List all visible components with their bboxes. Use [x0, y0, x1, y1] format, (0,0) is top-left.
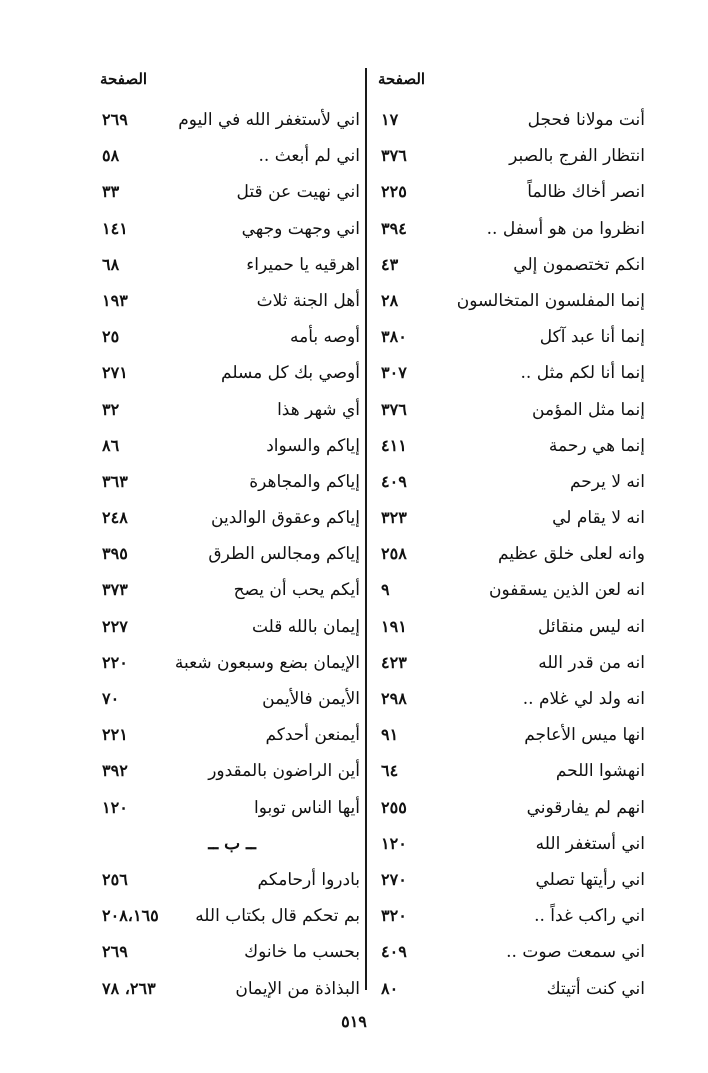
entry-text: اني أستغفر الله	[535, 833, 645, 854]
entry-page-number: ٢٤٨	[102, 508, 128, 528]
entry-page-number: ٣٢	[102, 399, 120, 419]
entry-text: إياكم والسواد	[266, 435, 360, 456]
index-entry	[373, 430, 645, 466]
entry-page-number: ٣٧٦	[381, 399, 407, 419]
index-entry	[373, 502, 645, 538]
index-entry	[373, 466, 645, 502]
entry-text: اني راكب غداً ..	[534, 906, 645, 927]
entry-text: إنما أنا عبد آكل	[539, 327, 645, 348]
index-entry	[373, 683, 645, 719]
entry-text: انظروا من هو أسفل ..	[486, 218, 645, 239]
entry-page-number: ٢٠٨،١٦٥	[102, 906, 159, 926]
index-entry	[96, 683, 366, 719]
entry-text: أيمنعن أحدكم	[265, 725, 360, 746]
entry-page-number: ٢٢٥	[381, 182, 407, 202]
entry-text: بادروا أرحامكم	[257, 869, 360, 890]
entry-text: إياكم وعقوق الوالدين	[211, 508, 360, 529]
index-entry	[96, 176, 366, 212]
entry-text: إياكم والمجاهرة	[249, 471, 360, 492]
index-entry	[373, 213, 645, 249]
entry-text: الأيمن فالأيمن	[262, 689, 360, 709]
entry-text: اني نهيت عن قتل	[236, 182, 360, 203]
entry-page-number: ٣٨٠	[381, 327, 407, 347]
entry-text: أي شهر هذا	[277, 399, 360, 420]
entry-page-number: ١٢٠	[381, 833, 407, 853]
left-column-header: الصفحة	[100, 70, 148, 88]
entry-page-number: ٢٩٨	[381, 689, 407, 708]
entry-page-number: ٢٦٩	[102, 942, 128, 962]
entry-page-number: ٧٠	[102, 689, 120, 708]
entry-page-number: ٢٢٧	[102, 616, 128, 636]
entry-text: انتظار الفرج بالصبر	[509, 146, 645, 167]
entry-page-number: ٢٧٠	[381, 869, 407, 889]
entry-page-number: ٣٩٥	[102, 544, 128, 564]
index-entry	[373, 140, 645, 176]
entry-page-number: ٢٢٠	[102, 652, 128, 672]
index-entry	[96, 574, 366, 610]
index-entry	[96, 900, 366, 936]
entry-text: انهشوا اللحم	[555, 761, 645, 782]
entry-page-number: ٢٦٣، ٧٨	[102, 978, 156, 998]
entry-page-number: ١٧	[381, 110, 399, 129]
entry-text: أوصي بك كل مسلم	[221, 363, 360, 384]
entry-text: إيمان بالله قلت	[251, 616, 360, 637]
entry-text: اني لم أبعث ..	[258, 146, 360, 167]
right-column-header: الصفحة	[378, 70, 426, 88]
entry-page-number: ٥٨	[102, 146, 120, 166]
index-entry	[373, 864, 645, 900]
index-entry	[373, 176, 645, 212]
entry-page-number: ٣٧٦	[381, 146, 407, 166]
entry-page-number: ٣٩٤	[381, 218, 407, 238]
index-entry	[373, 285, 645, 321]
index-entry	[373, 936, 645, 972]
entry-page-number: ٢٦٩	[102, 110, 128, 129]
index-entry	[373, 719, 645, 755]
index-entry	[96, 611, 366, 647]
entry-text: بحسب ما خانوك	[244, 942, 360, 963]
entry-page-number: ٣٦٣	[102, 471, 128, 491]
entry-page-number: ٢٥٨	[381, 544, 407, 564]
entry-text: اني كنت أتيتك	[546, 978, 645, 999]
entry-text: اني وجهت وجهي	[241, 218, 360, 239]
right-index-column	[373, 104, 645, 1009]
index-entry	[96, 502, 366, 538]
entry-text: انها ميس الأعاجم	[524, 725, 645, 746]
entry-text: أيها الناس توبوا	[254, 797, 360, 818]
entry-text: بم تحكم قال بكتاب الله	[195, 906, 360, 927]
entry-text: انهم لم يفارقوني	[526, 797, 645, 818]
entry-page-number: ١٩١	[381, 616, 407, 636]
left-index-column	[96, 104, 366, 1009]
index-entry	[96, 936, 366, 972]
entry-text: وانه لعلى خلق عظيم	[497, 544, 645, 565]
entry-page-number: ٣٠٧	[381, 363, 407, 383]
index-entry	[373, 611, 645, 647]
entry-page-number: ٢٥٦	[102, 869, 128, 889]
entry-text: إنما أنا لكم مثل ..	[520, 363, 645, 384]
index-entry	[373, 973, 645, 1009]
index-entry	[373, 357, 645, 393]
entry-text: انه لا يقام لي	[552, 508, 645, 529]
index-entry	[96, 538, 366, 574]
page-number: ٥١٩	[341, 1012, 367, 1031]
entry-page-number: ٢٥	[102, 327, 120, 347]
entry-page-number: ٢٨	[381, 290, 399, 310]
entry-text: انه لعن الذين يسقفون	[489, 580, 645, 601]
entry-text: إنما هي رحمة	[548, 435, 645, 456]
entry-page-number: ١٢٠	[102, 797, 128, 817]
index-entry	[373, 394, 645, 430]
entry-page-number: ٤٠٩	[381, 471, 407, 491]
index-entry	[373, 249, 645, 285]
entry-text: اهرقيه يا حميراء	[246, 254, 360, 275]
entry-text: إنما مثل المؤمن	[532, 399, 645, 420]
entry-text: أوصه بأمه	[289, 327, 360, 348]
entry-page-number: ٢٢١	[102, 725, 128, 745]
index-entry	[373, 647, 645, 683]
entry-text: انه ليس منقائل	[538, 616, 645, 637]
entry-page-number: ٩	[381, 580, 390, 600]
entry-text: انه من قدر الله	[538, 652, 645, 673]
entry-text: أين الراضون بالمقدور	[208, 761, 360, 782]
entry-page-number: ٢٥٥	[381, 797, 407, 817]
entry-text: أهل الجنة ثلاث	[256, 290, 360, 311]
index-entry	[96, 357, 366, 393]
entry-text: اني رأيتها تصلي	[535, 869, 645, 890]
entry-text: إنما المفلسون المتخالسون	[456, 290, 645, 311]
index-entry	[373, 755, 645, 791]
entry-page-number: ٦٨	[102, 254, 120, 274]
index-entry	[373, 321, 645, 357]
section-letter: ــ ب ــ	[208, 833, 256, 854]
entry-page-number: ٣٣	[102, 182, 120, 202]
entry-page-number: ٣٢٣	[381, 508, 407, 528]
index-entry	[373, 574, 645, 610]
entry-text: انكم تختصمون إلي	[513, 254, 645, 275]
entry-page-number: ٤١١	[381, 435, 407, 455]
index-entry	[96, 394, 366, 430]
index-entry	[96, 864, 366, 900]
entry-text: إياكم ومجالس الطرق	[208, 544, 360, 565]
index-entry	[96, 213, 366, 249]
entry-text: انه ولد لي غلام ..	[522, 689, 645, 709]
entry-page-number: ٤٢٣	[381, 652, 407, 672]
entry-text: انه لا يرحم	[569, 471, 645, 492]
index-entry	[373, 828, 645, 864]
entry-text: أيكم يحب أن يصح	[233, 580, 360, 601]
entry-page-number: ٦٤	[381, 761, 399, 781]
entry-page-number: ١٩٣	[102, 290, 128, 310]
entry-text: أنت مولانا فحجل	[527, 110, 645, 130]
entry-text: اني سمعت صوت ..	[506, 942, 645, 963]
entry-text: اني لأستغفر الله في اليوم	[178, 110, 360, 130]
index-entry	[96, 973, 366, 1009]
index-entry	[96, 140, 366, 176]
index-entry	[96, 430, 366, 466]
entry-page-number: ٣٩٢	[102, 761, 128, 781]
index-entry	[96, 466, 366, 502]
section-heading	[96, 828, 366, 864]
index-entry	[373, 538, 645, 574]
index-entry	[96, 792, 366, 828]
index-entry	[96, 647, 366, 683]
entry-page-number: ٩١	[381, 725, 399, 745]
index-entry	[96, 755, 366, 791]
entry-page-number: ٣٧٣	[102, 580, 128, 600]
entry-text: الإيمان بضع وسبعون شعبة	[174, 652, 360, 673]
index-entry	[96, 285, 366, 321]
index-entry	[373, 792, 645, 828]
entry-page-number: ٣٢٠	[381, 906, 407, 926]
entry-page-number: ٤٣	[381, 254, 399, 274]
index-entry	[96, 104, 366, 140]
index-entry	[96, 719, 366, 755]
entry-page-number: ٢٧١	[102, 363, 128, 383]
index-entry	[96, 249, 366, 285]
entry-page-number: ٨٦	[102, 435, 120, 455]
entry-page-number: ٤٠٩	[381, 942, 407, 962]
entry-page-number: ١٤١	[102, 218, 128, 238]
entry-text: البذاذة من الإيمان	[235, 978, 360, 999]
entry-page-number: ٨٠	[381, 978, 399, 998]
index-entry	[373, 104, 645, 140]
entry-text: انصر أخاك ظالماً	[527, 182, 645, 203]
index-entry	[373, 900, 645, 936]
index-entry	[96, 321, 366, 357]
